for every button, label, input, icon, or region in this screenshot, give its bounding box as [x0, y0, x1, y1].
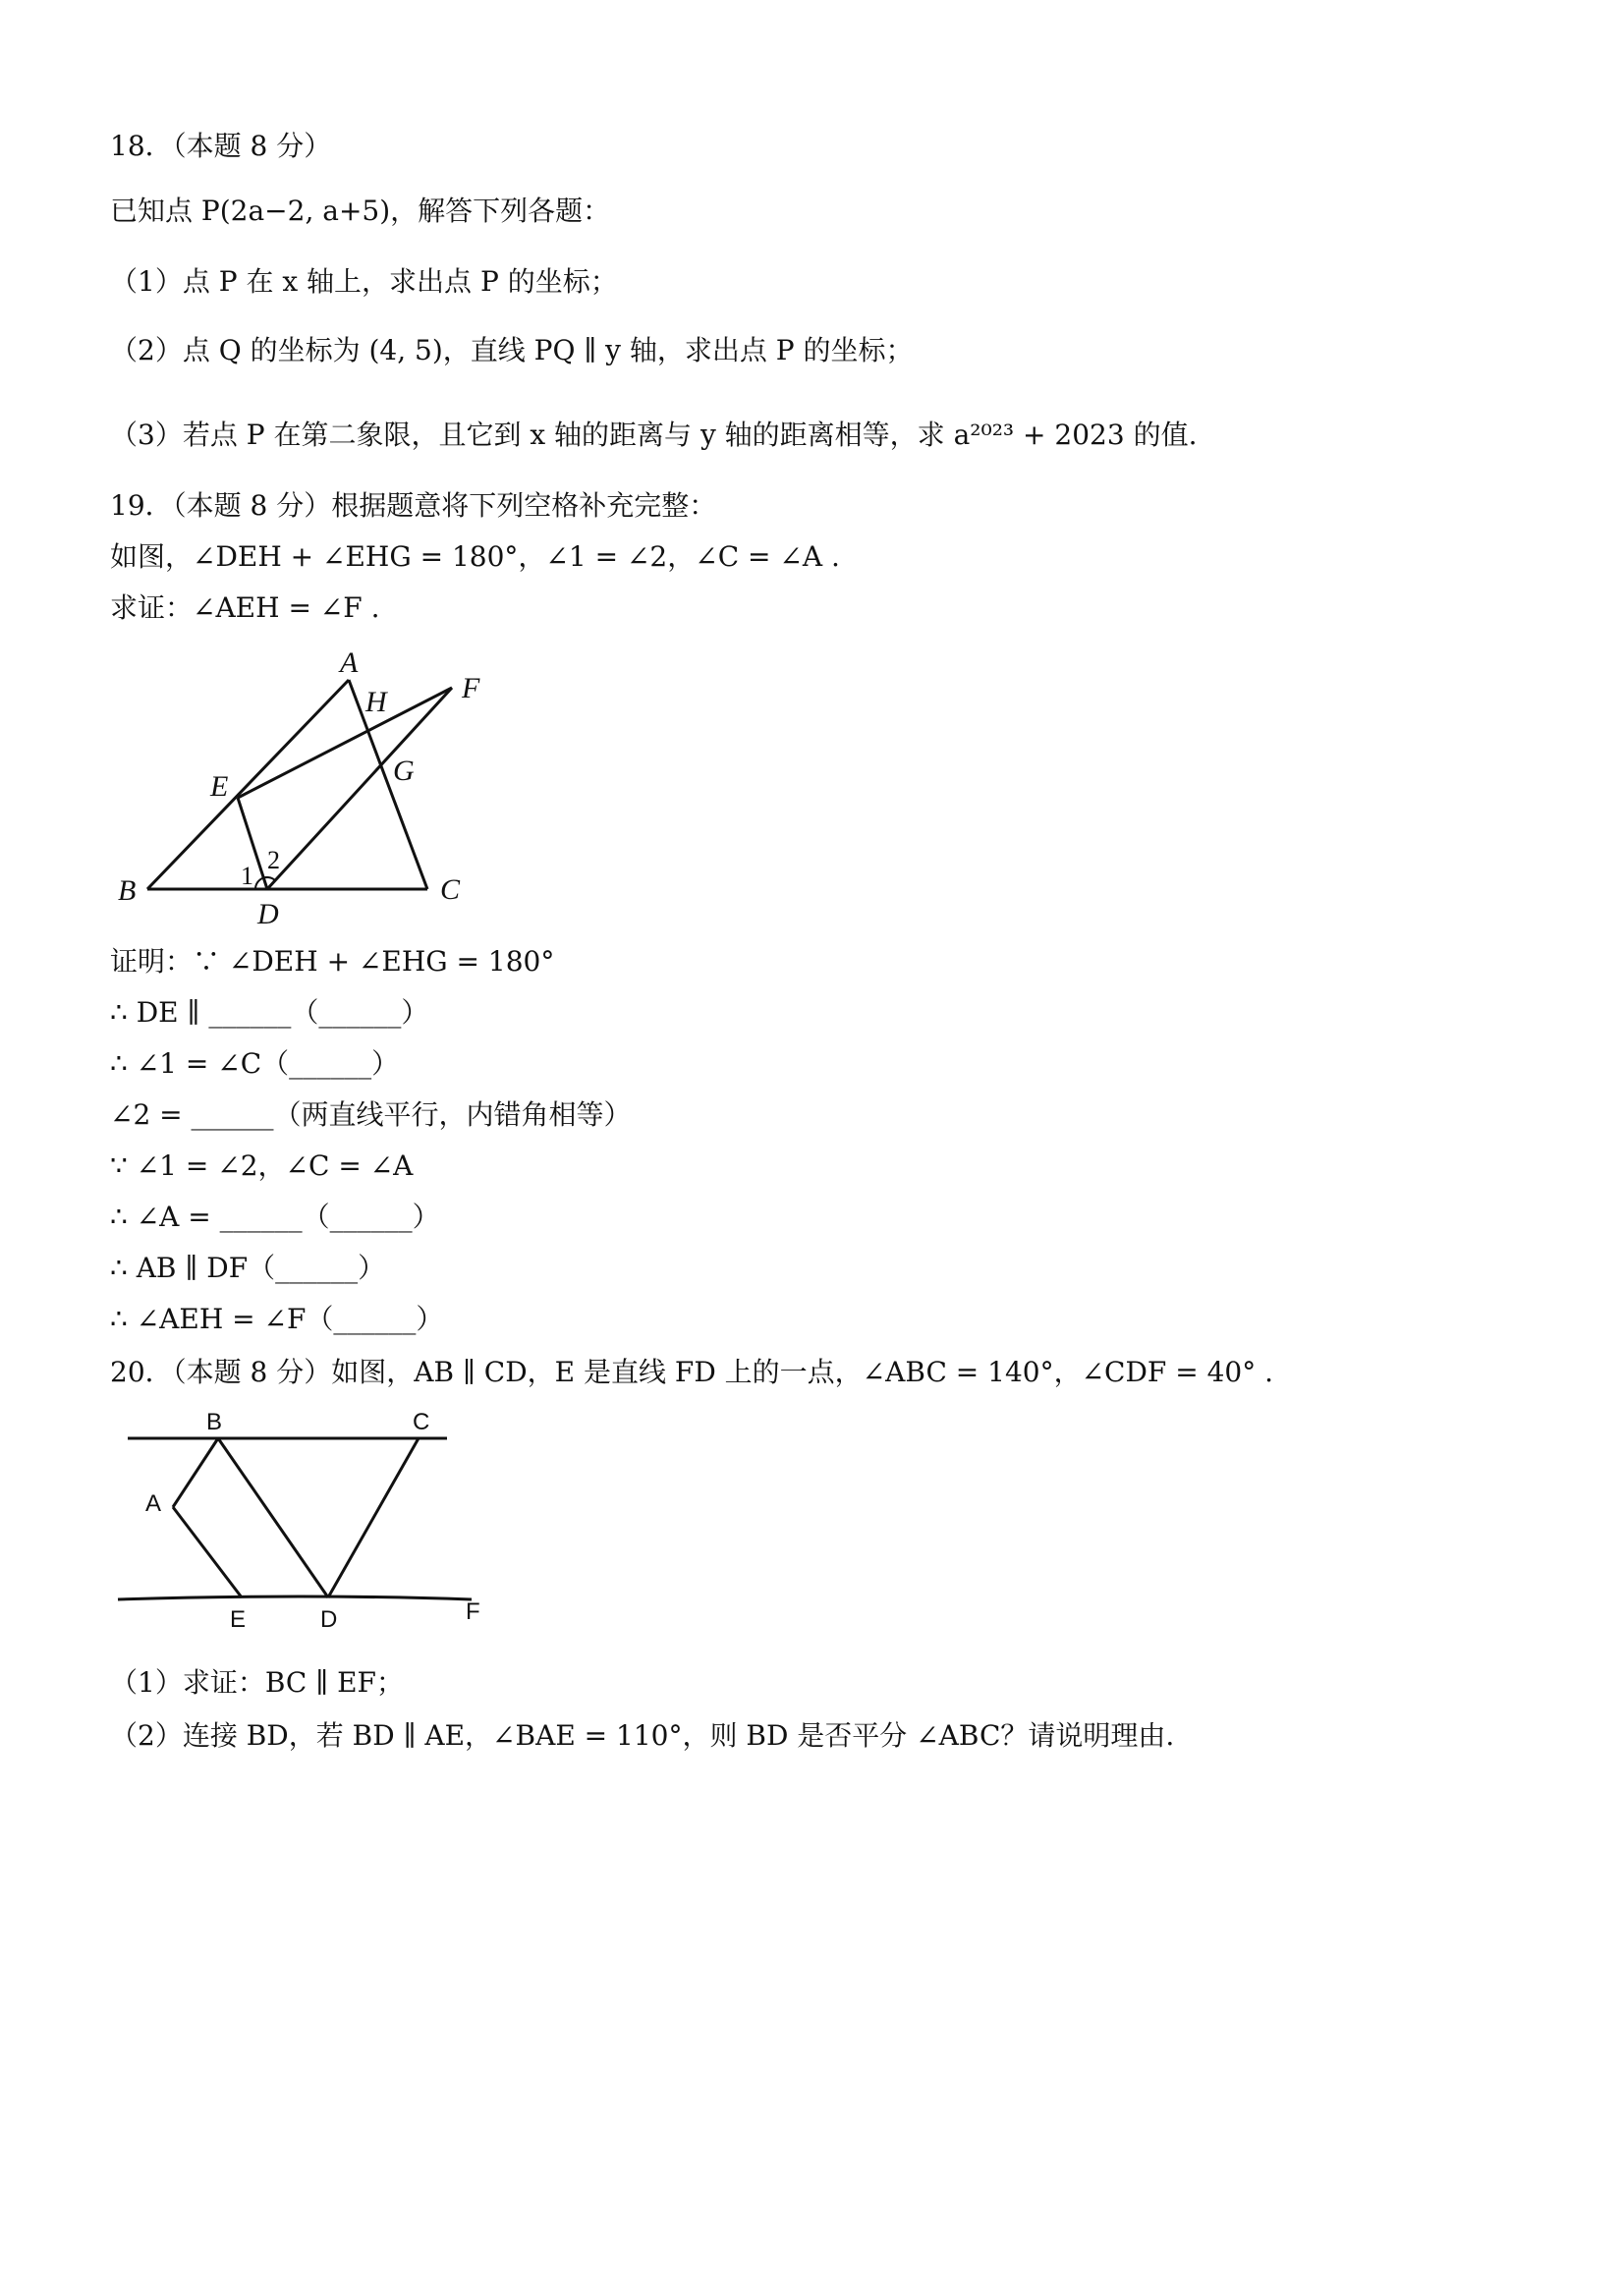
fig19-label-D: D [257, 898, 279, 930]
fig19-label-H: H [365, 686, 387, 718]
fig20-label-C: C [413, 1409, 430, 1435]
q18-part3: （3）若点 P 在第二象限，且它到 x 轴的距离与 y 轴的距离相等，求 a²⁰²³ + 2023 的值. [110, 419, 1198, 451]
q18-part1: （1）点 P 在 x 轴上，求出点 P 的坐标； [110, 265, 618, 298]
fig19-label-B: B [118, 874, 137, 907]
fig19-label-E: E [210, 770, 229, 803]
q19-proof-line-8: ∴ ∠AEH = ∠F（______） [110, 1303, 444, 1335]
q19-proof-line-6: ∴ ∠A = ______（______） [110, 1201, 440, 1233]
fig20-label-F: F [466, 1598, 480, 1625]
fig19-label-1: 1 [241, 862, 253, 890]
q19-header: 19．（本题 8 分）根据题意将下列空格补充完整： [110, 489, 717, 522]
q19-proof-line-2: ∴ DE ∥ ______（______） [110, 996, 429, 1029]
q20-figure [108, 1405, 491, 1641]
fig19-label-G: G [393, 755, 415, 787]
q19-proof-line-1: 证明：∵ ∠DEH + ∠EHG = 180° [110, 945, 555, 978]
fig19-label-A: A [340, 646, 359, 679]
q18-header: 18．（本题 8 分） [110, 130, 332, 162]
q18-stem: 已知点 P(2a−2, a+5)，解答下列各题： [110, 195, 611, 227]
q19-prove: 求证：∠AEH = ∠F . [110, 591, 380, 624]
q19-given: 如图，∠DEH + ∠EHG = 180°，∠1 = ∠2，∠C = ∠A . [110, 540, 840, 573]
q20-header: 20．（本题 8 分）如图，AB ∥ CD，E 是直线 FD 上的一点，∠ABC = 140°，∠CDF = 40° . [110, 1356, 1274, 1388]
fig19-label-2: 2 [267, 846, 280, 874]
q20-part2: （2）连接 BD，若 BD ∥ AE，∠BAE = 110°，则 BD 是否平分 ∠ABC？请说明理由. [110, 1719, 1175, 1752]
fig19-label-C: C [440, 873, 461, 906]
q19-proof-line-5: ∵ ∠1 = ∠2，∠C = ∠A [110, 1149, 414, 1182]
fig20-label-A: A [145, 1490, 162, 1517]
q19-proof-line-7: ∴ AB ∥ DF（______） [110, 1252, 386, 1284]
fig20-label-B: B [206, 1409, 223, 1435]
q20-part1: （1）求证：BC ∥ EF； [110, 1666, 404, 1699]
q19-figure [108, 639, 501, 933]
q18-part2: （2）点 Q 的坐标为 (4, 5)，直线 PQ ∥ y 轴，求出点 P 的坐标； [110, 334, 914, 366]
fig20-label-D: D [320, 1606, 338, 1633]
fig19-label-F: F [462, 672, 480, 704]
q19-proof-line-4: ∠2 = ______（两直线平行，内错角相等） [110, 1098, 632, 1131]
fig20-label-E: E [230, 1606, 247, 1633]
q19-proof-line-3: ∴ ∠1 = ∠C（______） [110, 1047, 400, 1080]
